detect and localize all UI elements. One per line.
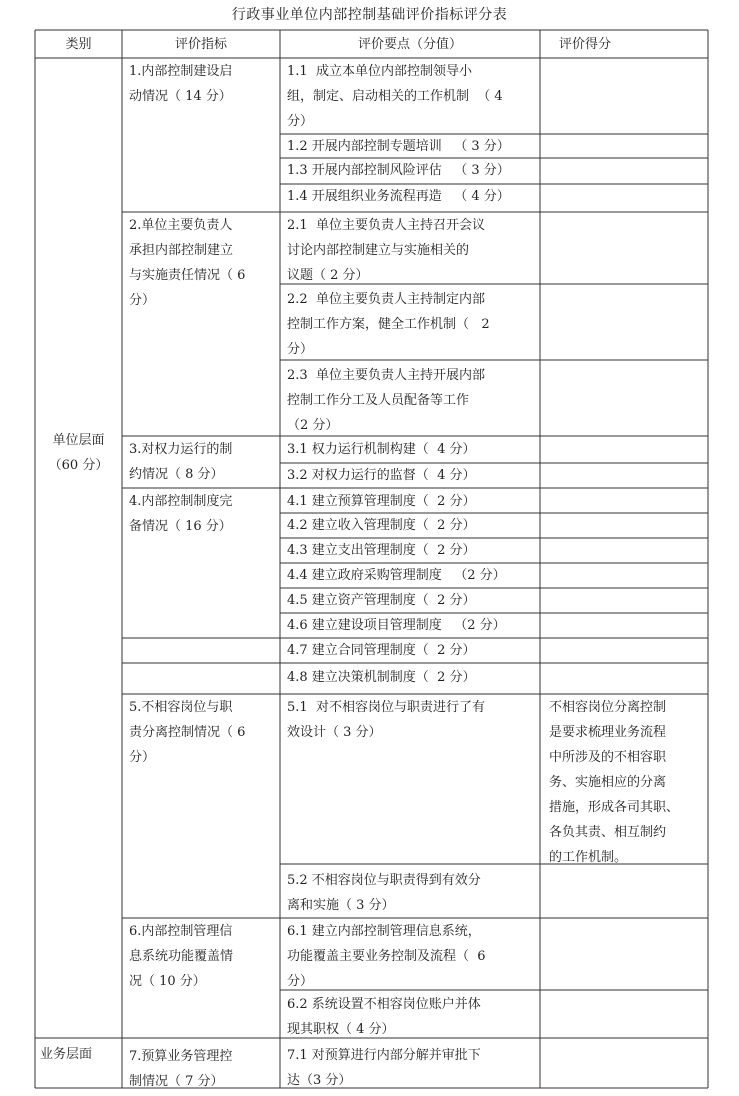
point-2-1: 2.1 单位主要负责人主持召开会议 讨论内部控制建立与实施相关的 议题（ 2 分） [287,218,485,283]
point-4-4: 4.4 建立政府采购管理制度 （2 分） [287,568,506,583]
point-4-2: 4.2 建立收入管理制度（ 2 分） [287,518,476,533]
indicator-2: 2.单位主要负责人 承担内部控制建立 与实施责任情况（ 6 分） [129,218,246,308]
point-4-7: 4.7 建立合同管理制度（ 2 分） [287,643,476,658]
category-business-level: 业务层面 [40,1047,93,1062]
point-2-2: 2.2 单位主要负责人主持制定内部 控制工作方案，健全工作机制（ 2 分） [287,292,490,357]
point-4-5: 4.5 建立资产管理制度（ 2 分） [287,593,476,608]
indicator-1: 1.内部控制建设启 动情况（ 14 分） [129,64,233,104]
point-4-3: 4.3 建立支出管理制度（ 2 分） [287,543,476,558]
point-1-1: 1.1 成立本单位内部控制领导小 组，制定、启动相关的工作机制 （ 4 分） [287,64,503,129]
point-5-2: 5.2 不相容岗位与职责得到有效分 离和实施（ 3 分） [287,873,481,913]
point-1-2: 1.2 开展内部控制专题培训 （ 3 分） [287,139,510,154]
point-3-2: 3.2 对权力运行的监督（ 4 分） [287,468,476,483]
indicator-4: 4.内部控制制度完 备情况（ 16 分） [129,494,233,534]
point-1-4: 1.4 开展组织业务流程再造 （ 4 分） [287,189,510,204]
point-1-3: 1.3 开展内部控制风险评估 （ 3 分） [287,163,510,178]
score-note-5-1: 不相容岗位分离控制 是要求梳理业务流程 中所涉及的不相容职 务、实施相应的分离 措施，形成各司其职、 各负其责、相互制约 的工作机制。 [549,700,680,865]
header-category: 类别 [65,37,92,52]
category-unit-level: 单位层面 （60 分） [48,433,109,473]
indicator-3: 3.对权力运行的制 约情况（ 8 分） [129,442,233,482]
table-title: 行政事业单位内部控制基础评价指标评分表 [231,7,508,23]
point-4-8: 4.8 建立决策机制制度（ 2 分） [287,670,476,685]
point-4-6: 4.6 建立建设项目管理制度 （2 分） [287,618,506,633]
point-6-1: 6.1 建立内部控制管理信息系统， 功能覆盖主要业务控制及流程（ 6 分） [287,924,486,989]
point-5-1: 5.1 对不相容岗位与职责进行了有 效设计（ 3 分） [287,700,485,740]
point-3-1: 3.1 权力运行机制构建（ 4 分） [287,442,476,457]
indicator-5: 5.不相容岗位与职 责分离控制情况（ 6 分） [129,700,246,765]
header-score: 评价得分 [558,37,611,52]
point-4-1: 4.1 建立预算管理制度（ 2 分） [287,494,476,509]
indicator-7: 7.预算业务管理控 制情况（ 7 分） [129,1049,233,1089]
point-2-3: 2.3 单位主要负责人主持开展内部 控制工作分工及人员配备等工作 （2 分） [287,368,485,433]
indicator-6: 6.内部控制管理信 息系统功能覆盖情 况（ 10 分） [129,924,234,989]
point-6-2: 6.2 系统设置不相容岗位账户并体 现其职权（ 4 分） [287,997,481,1037]
header-points: 评价要点（分值） [357,37,462,52]
header-indicator: 评价指标 [174,37,227,52]
point-7-1: 7.1 对预算进行内部分解并审批下 达（3 分） [287,1048,481,1088]
